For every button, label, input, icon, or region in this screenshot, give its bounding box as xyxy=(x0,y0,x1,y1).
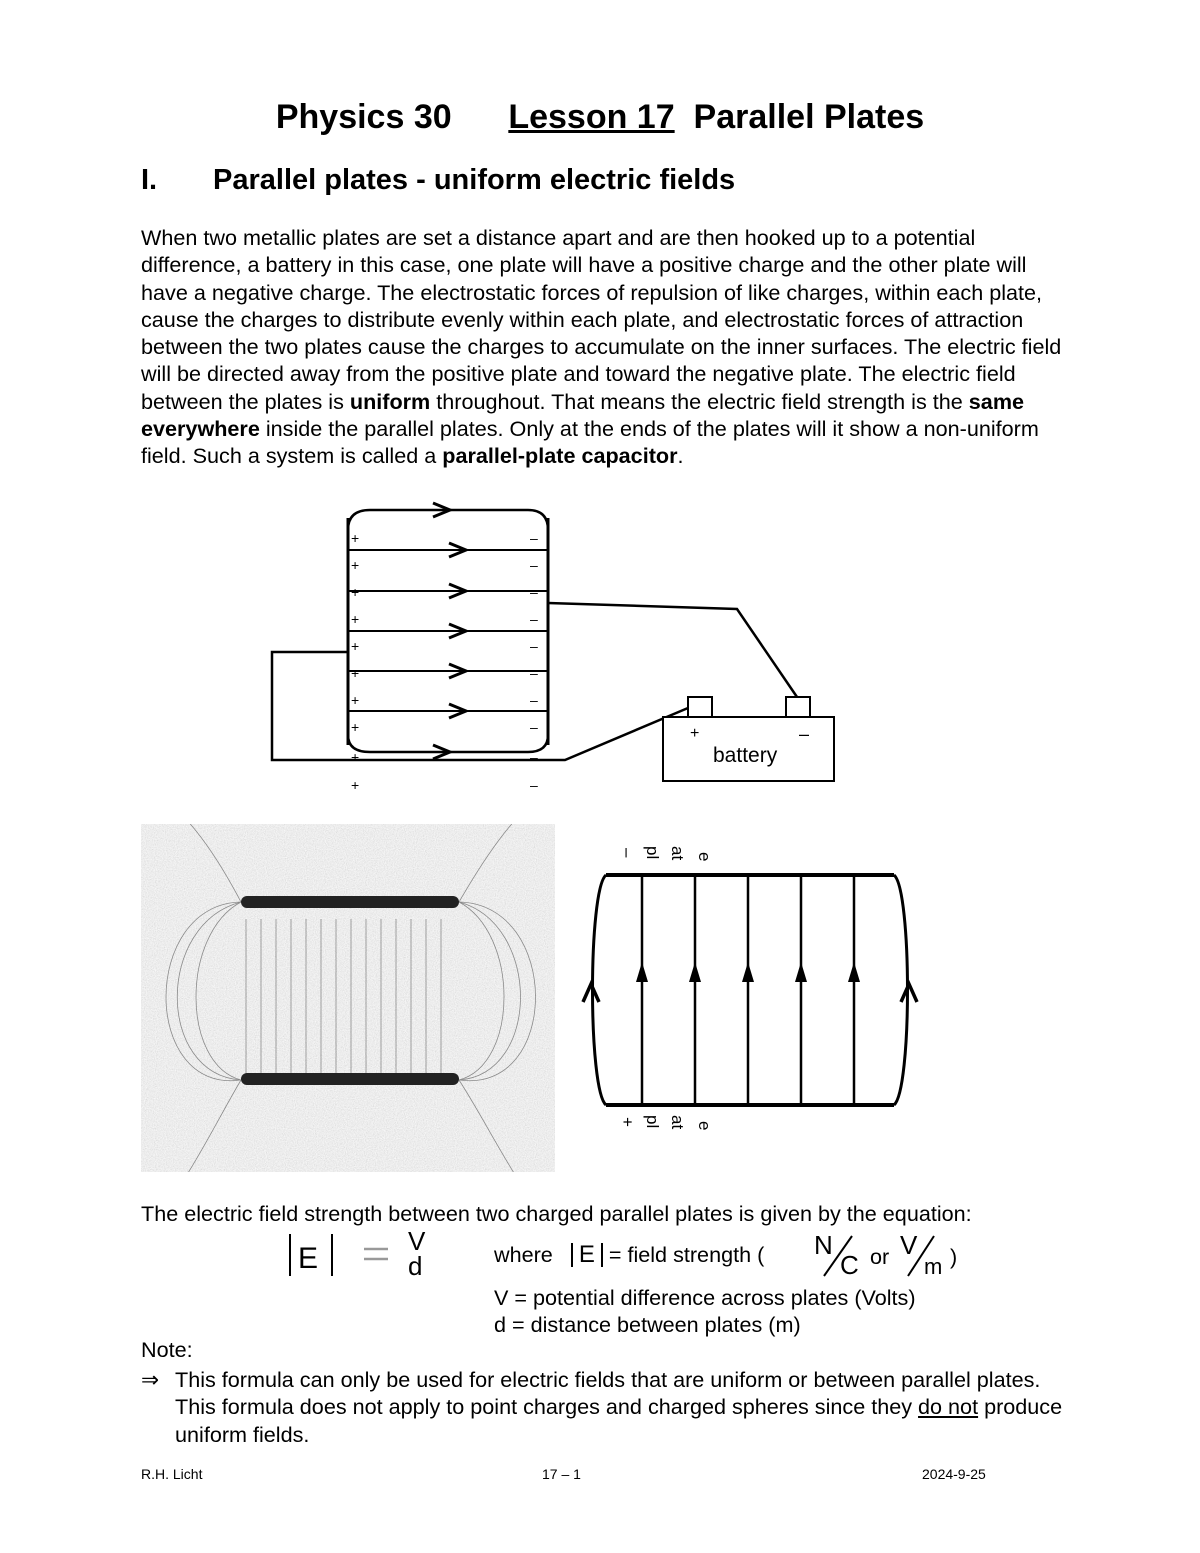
svg-text:+: + xyxy=(351,692,360,708)
para-bold-same-everywhere: same everywhere xyxy=(141,388,1025,442)
field-lines-photo xyxy=(141,824,555,1172)
lesson-number: Lesson 17 xyxy=(508,98,675,136)
svg-text:at: at xyxy=(668,846,687,861)
svg-text:d: d xyxy=(408,1251,423,1281)
close-paren: ) xyxy=(950,1244,958,1269)
or-label: or xyxy=(870,1244,890,1269)
unit-m: m xyxy=(924,1254,943,1279)
para-text-2: throughout. That means the electric field strength is the xyxy=(430,388,969,414)
implies-icon: ⇒ xyxy=(141,1367,160,1392)
svg-text:at: at xyxy=(668,1115,687,1130)
footer-date: 2024-9-25 xyxy=(922,1466,986,1482)
svg-text:+: + xyxy=(351,557,360,573)
upward-arrowheads xyxy=(636,962,860,982)
wire-negative xyxy=(548,603,797,697)
svg-text:–: – xyxy=(530,749,538,765)
para-text-1: When two metallic plates are set a distance apart and are then hooked up to a potential difference, a battery in this case, one plate will have a positive charge and the other plate will have a negative charge. The electrostatic forces of repulsion of like charges, within each plate, cause the charges to distribute evenly within each plate, and electrostatic forces of attraction between the two plates cause the charges to accumulate on the inner surfaces. The electric field will be directed away from the positive plate and toward the negative plate. The electric field between the plates is xyxy=(141,225,1062,414)
svg-text:–: – xyxy=(530,530,538,546)
section-number: I. xyxy=(141,164,158,196)
photo-bottom-plate xyxy=(241,1073,459,1085)
uniform-field-lines-vertical xyxy=(642,875,854,1105)
where-label: where xyxy=(494,1242,553,1267)
units-fraction xyxy=(812,1230,972,1282)
lesson-topic: Parallel Plates xyxy=(693,98,925,136)
svg-text:–: – xyxy=(530,777,538,793)
fringe-field-line-bottom xyxy=(348,735,548,752)
svg-text:+: + xyxy=(351,749,360,765)
unit-n: N xyxy=(814,1230,833,1260)
para-bold-uniform: uniform xyxy=(349,388,431,414)
svg-text:e: e xyxy=(695,1121,714,1131)
svg-text:–: – xyxy=(530,638,538,654)
footer-page-number: 17 – 1 xyxy=(542,1466,581,1482)
battery-plus-label: + xyxy=(690,725,700,742)
note-text-1: This formula can only be used for electric fields that are uniform or between parallel plates. This formula does not apply to point charges and charged spheres since they xyxy=(175,1367,1041,1420)
footer-author: R.H. Licht xyxy=(141,1466,203,1482)
photo-top-plate xyxy=(241,896,459,908)
definition-field-strength xyxy=(494,1242,764,1268)
svg-text:+: + xyxy=(351,584,360,600)
uniform-field-lines xyxy=(348,543,548,718)
note-underlined: do not xyxy=(918,1394,979,1420)
svg-text:+: + xyxy=(351,611,360,627)
note-text-2: produce uniform fields. xyxy=(175,1394,1063,1447)
field-lines-diagram xyxy=(560,830,940,1140)
fringe-field-line-top xyxy=(348,510,548,530)
svg-text:–: – xyxy=(618,848,637,858)
positive-charges xyxy=(351,530,359,793)
svg-text:–: – xyxy=(530,719,538,735)
svg-text:–: – xyxy=(530,584,538,600)
svg-text:+: + xyxy=(351,777,360,793)
svg-text:V: V xyxy=(408,1230,426,1256)
battery-label: battery xyxy=(713,744,778,767)
svg-text:+: + xyxy=(351,719,360,735)
svg-text:–: – xyxy=(530,611,538,627)
definition-distance: d = distance between plates (m) xyxy=(494,1312,801,1337)
field-strength-symbol: E xyxy=(571,1243,603,1267)
svg-text:+: + xyxy=(351,638,360,654)
course-name: Physics 30 xyxy=(275,98,452,136)
negative-plate-label xyxy=(618,846,714,861)
unit-v: V xyxy=(900,1230,918,1260)
para-bold-capacitor: parallel-plate capacitor xyxy=(442,443,678,469)
section-title: Parallel plates - uniform electric fields xyxy=(213,164,736,196)
negative-charges xyxy=(530,530,538,793)
battery-terminal-negative xyxy=(786,697,810,717)
svg-text:–: – xyxy=(530,557,538,573)
note-bullet xyxy=(141,1366,1071,1448)
field-strength-text: = field strength ( xyxy=(608,1242,765,1267)
positive-plate-label xyxy=(618,1115,714,1130)
svg-text:–: – xyxy=(530,665,538,681)
note-label: Note: xyxy=(141,1337,193,1362)
svg-text:+: + xyxy=(351,530,360,546)
svg-text:pl: pl xyxy=(643,1115,662,1129)
svg-text:E: E xyxy=(298,1242,319,1275)
svg-text:e: e xyxy=(695,852,714,862)
battery-terminal-positive xyxy=(688,697,712,717)
svg-text:pl: pl xyxy=(643,846,662,860)
para-text-4: . xyxy=(677,443,684,469)
svg-text:–: – xyxy=(530,692,538,708)
definition-potential: V = potential difference across plates (Volts) xyxy=(494,1285,916,1310)
unit-c: C xyxy=(840,1250,859,1280)
battery-minus-label: – xyxy=(799,724,810,744)
equation-intro: The electric field strength between two charged parallel plates is given by the equation: xyxy=(141,1201,972,1226)
para-text-3: inside the parallel plates. Only at the ends of the plates will it show a non-uniform field. Such a system is called a xyxy=(141,416,1039,469)
svg-text:+: + xyxy=(351,665,360,681)
wire-positive xyxy=(272,652,688,760)
svg-text:+: + xyxy=(618,1117,637,1127)
equation-formula xyxy=(280,1230,450,1282)
